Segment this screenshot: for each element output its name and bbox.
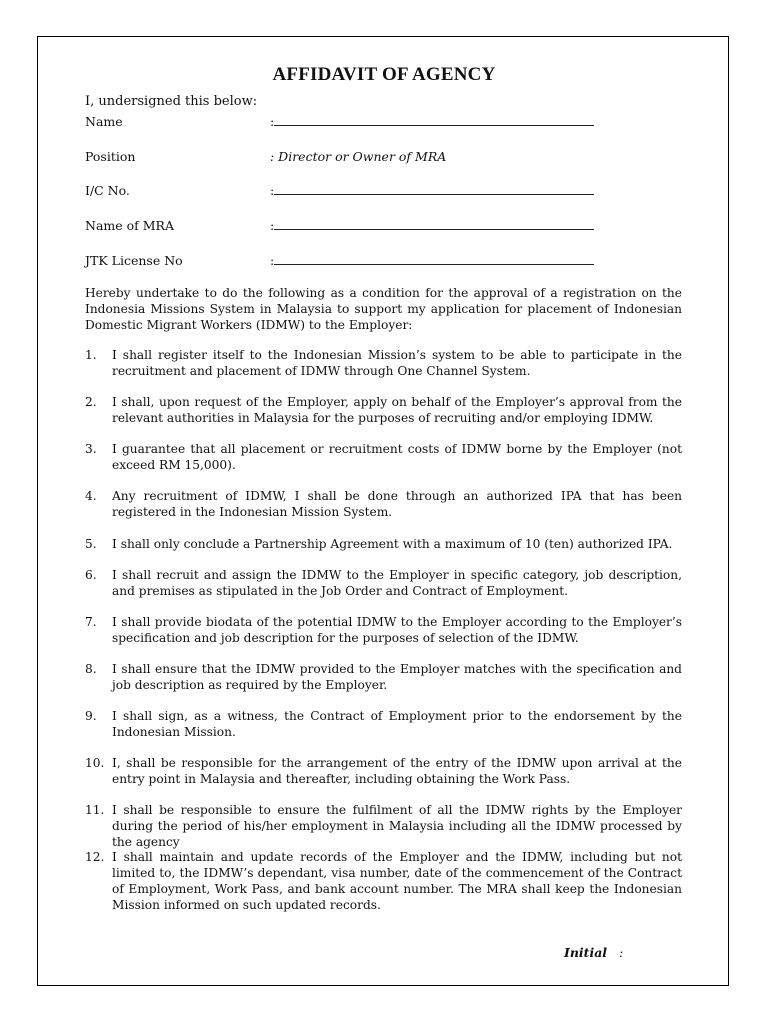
field-name-input[interactable]: : <box>270 114 596 129</box>
item-number: 5. <box>85 537 97 551</box>
item-number: 6. <box>85 568 97 582</box>
item-text: I, shall be responsible for the arrangement of the entry of the IDMW upon arrival at the entry point in Malaysia and thereafter, including obtaining the Work Pass. <box>112 756 682 786</box>
item-number: 10. <box>85 756 105 770</box>
item-number: 1. <box>85 348 97 362</box>
item-number: 8. <box>85 662 97 676</box>
field-ic-row <box>85 183 605 201</box>
field-mra-row <box>85 218 605 236</box>
item-text: I shall provide biodata of the potential IDMW to the Employer according to the Employer’s specification and job description for the purposes of selection of the IDMW. <box>112 615 682 645</box>
item-text: I shall register itself to the Indonesian Mission’s system to be able to participate in the recruitment and placement of IDMW through One Channel System. <box>112 348 682 378</box>
initial-label: Initial <box>564 945 608 960</box>
field-position-row <box>85 149 605 167</box>
field-label-jtk: JTK License No <box>85 253 183 268</box>
item-number: 9. <box>85 709 97 723</box>
item-text: I shall, upon request of the Employer, apply on behalf of the Employer’s approval from the relevant authorities in Malaysia for the purposes of recruiting and/or employing IDMW. <box>112 395 682 425</box>
item-text: I shall ensure that the IDMW provided to the Employer matches with the specification and job description as required by the Employer. <box>112 662 682 692</box>
field-position-value: : Director or Owner of MRA <box>270 149 447 164</box>
item-text: I shall be responsible to ensure the fulfilment of all the IDMW rights by the Employer during the period of his/her employment in Malaysia including all the IDMW processed by the agency <box>112 803 682 849</box>
field-ic-input[interactable]: : <box>270 183 596 198</box>
item-number: 7. <box>85 615 97 629</box>
field-name-row <box>85 114 605 132</box>
field-label-mra: Name of MRA <box>85 218 174 233</box>
field-mra-input[interactable]: : <box>270 218 596 233</box>
item-text: I shall maintain and update records of the Employer and the IDMW, including but not limited to, the IDMW’s dependant, visa number, date of the commencement of the Contract of Employment, Work Pass, and bank account number. The MRA shall keep the Indonesian Mission informed on such updated records. <box>112 850 682 912</box>
intro-text: I, undersigned this below: <box>85 94 258 109</box>
undertaking-paragraph: Hereby undertake to do the following as a condition for the approval of a registration on the Indonesia Missions System in Malaysia to support my application for placement of Indonesian Domestic Migrant Workers (IDMW) to the Employer: <box>85 286 682 332</box>
field-label-ic: I/C No. <box>85 183 130 198</box>
item-text: I shall recruit and assign the IDMW to the Employer in specific category, job description, and premises as stipulated in the Job Order and Contract of Employment. <box>112 568 682 598</box>
item-text: I shall only conclude a Partnership Agreement with a maximum of 10 (ten) authorized IPA. <box>112 537 673 551</box>
field-label-name: Name <box>85 114 123 129</box>
item-number: 3. <box>85 442 97 456</box>
item-number: 12. <box>85 850 105 864</box>
item-text: Any recruitment of IDMW, I shall be done through an authorized IPA that has been registered in the Indonesian Mission System. <box>112 489 682 519</box>
item-number: 11. <box>85 803 105 817</box>
item-text: I guarantee that all placement or recruitment costs of IDMW borne by the Employer (not exceed RM 15,000). <box>112 442 682 472</box>
item-number: 4. <box>85 489 97 503</box>
blank-line <box>274 220 594 230</box>
document-title: AFFIDAVIT OF AGENCY <box>272 64 496 85</box>
field-label-position: Position <box>85 149 136 164</box>
blank-line <box>274 255 594 265</box>
item-text: I shall sign, as a witness, the Contract of Employment prior to the endorsement by the Indonesian Mission. <box>112 709 682 739</box>
blank-line <box>274 116 594 126</box>
initial-field[interactable]: : <box>619 945 624 960</box>
field-jtk-row <box>85 253 605 271</box>
item-number: 2. <box>85 395 97 409</box>
blank-line <box>274 185 594 195</box>
field-jtk-input[interactable]: : <box>270 253 596 268</box>
